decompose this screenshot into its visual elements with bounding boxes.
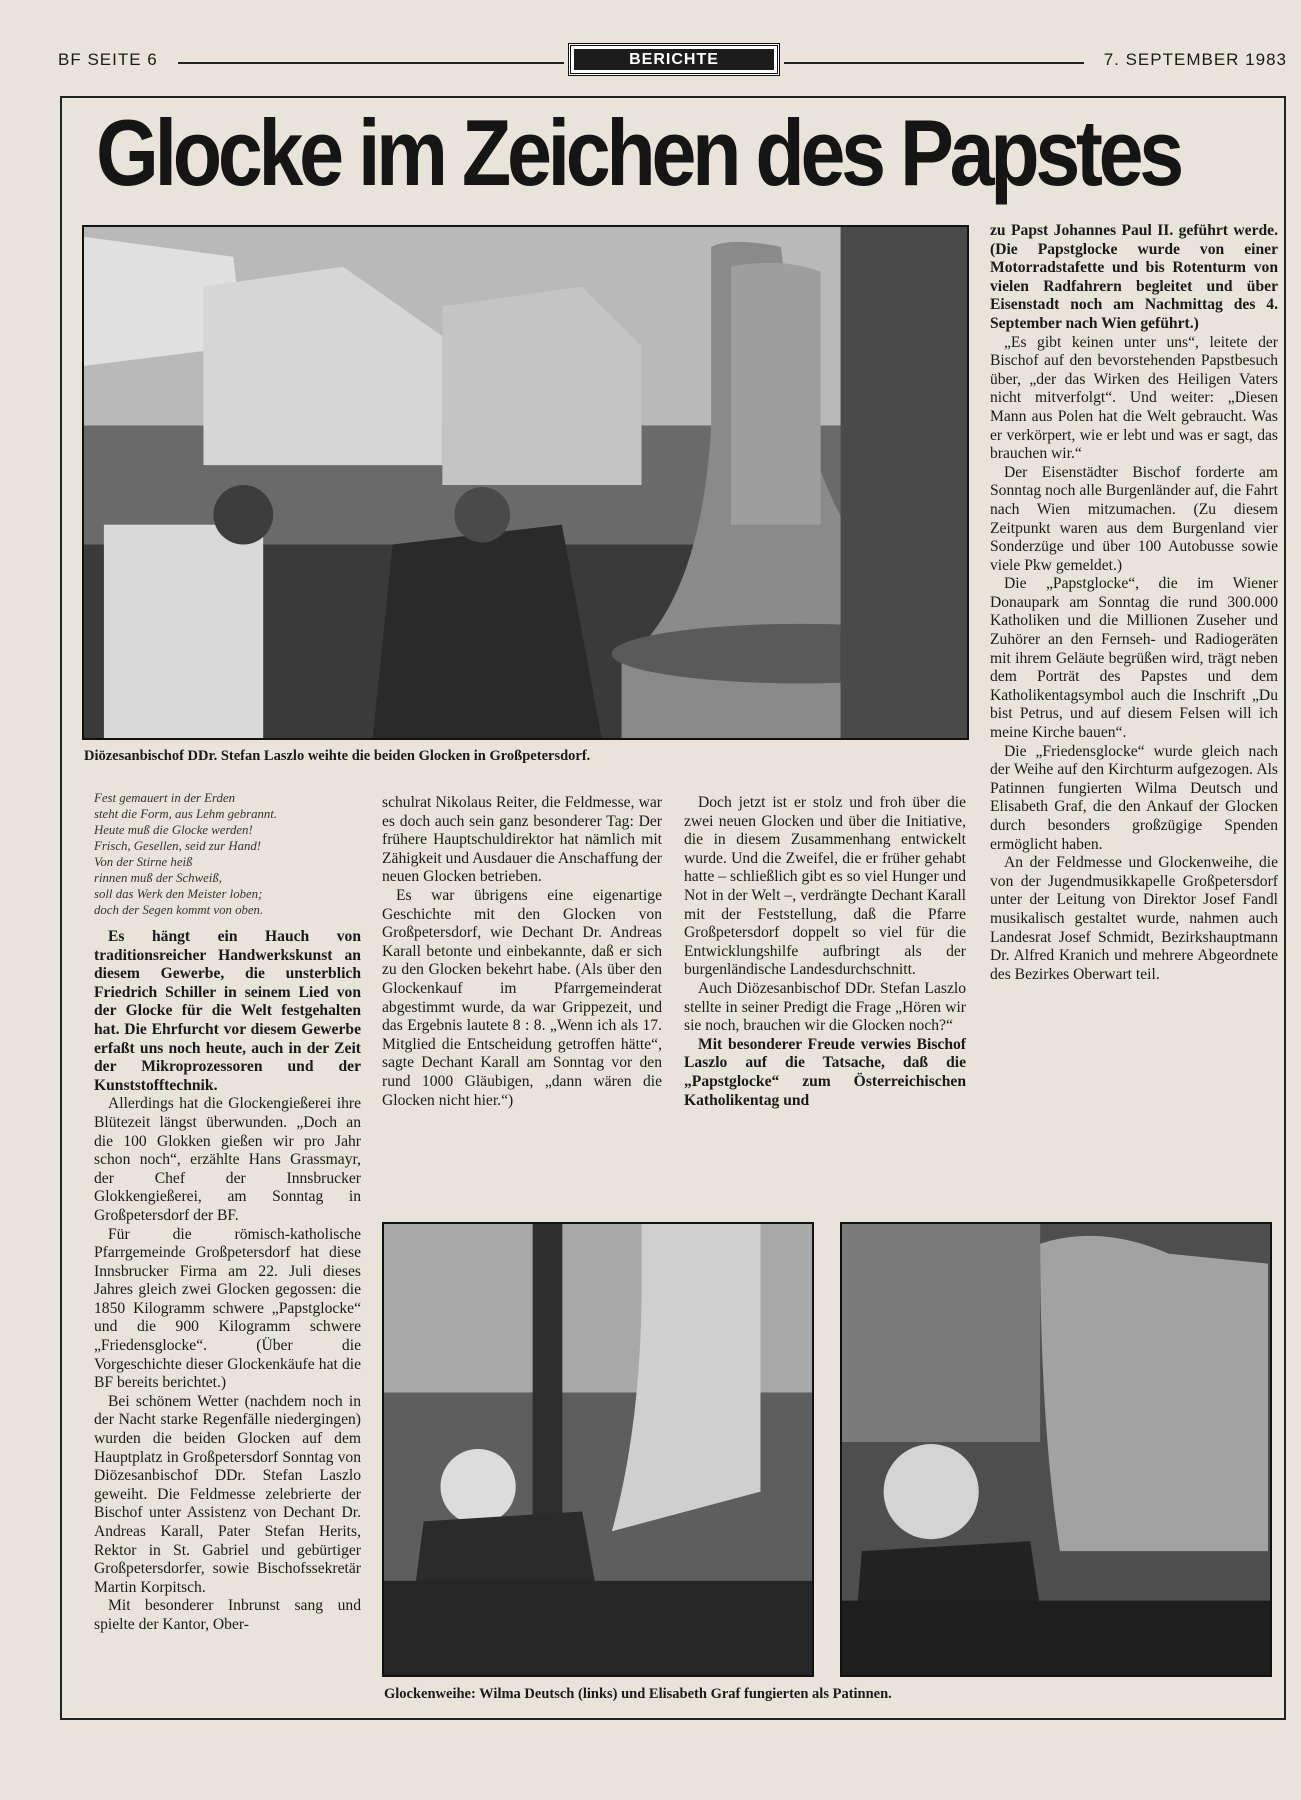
paragraph: Auch Diözesanbischof DDr. Stefan Laszlo stellte in seiner Predigt die Frage „Hören wir sie noch, brauchen wir die Glocken noch?“ xyxy=(684,979,966,1035)
poem-line: Fest gemauert in der Erden xyxy=(94,791,235,805)
paragraph: Die „Friedensglocke“ wurde gleich nach der Weihe auf den Kirchturm aufgezogen. Als Patinnen fungierten Wilma Deutsch und Elisabeth Graf, die den Ankauf der Glocken durch besonders großzügige Spenden ermöglicht haben. xyxy=(990,742,1278,853)
schiller-poem xyxy=(94,790,374,918)
paragraph: Bei schönem Wetter (nachdem noch in der Nacht starke Regenfälle niedergingen) wurden die beiden Glocken auf dem Hauptplatz in Großpetersdorf Sonntag von Diözesanbischof DDr. Stefan Laszlo geweiht. Die Feldmesse zelebrierte der Bischof unter Assistenz von Dechant Dr. Andreas Karall, Pater Stefan Herits, Rektor in St. Gabriel und gebürtiger Großpetersdorfer, sowie Bischofssekretär Martin Korpitsch. xyxy=(94,1392,361,1596)
poem-line: soll das Werk den Meister loben; xyxy=(94,887,263,901)
paragraph: Der Eisenstädter Bischof forderte am Sonntag noch alle Burgenländer auf, die Fahrt nach Wien mitzumachen. (Zu diesem Zeitpunkt waren aus dem Burgenland vier Sonderzüge und über 100 Autobusse sowie viele Pkw gemeldet.) xyxy=(990,463,1278,574)
article-column-4 xyxy=(990,222,1278,984)
page-number: BF SEITE 6 xyxy=(58,50,158,69)
poem-line: Heute muß die Glocke werden! xyxy=(94,823,253,837)
poem-line: Frisch, Gesellen, seid zur Hand! xyxy=(94,839,262,853)
poem-line: rinnen muß der Schweiß, xyxy=(94,871,222,885)
caption-bottom-photos: Glockenweihe: Wilma Deutsch (links) und Elisabeth Graf fungierten als Patinnen. xyxy=(384,1686,892,1702)
paragraph: An der Feldmesse und Glockenweihe, die von der Jugendmusikkapelle Großpetersdorf unter der Leitung von Direktor Josef Fandl musikalisch gestaltet wurde, nahmen auch Landesrat Josef Schmidt, Bezirkshauptmann Dr. Alfred Kranich und mehrere Abgeordnete des Bezirkes Oberwart teil. xyxy=(990,854,1278,983)
paragraph: Die „Papstglocke“, die im Wiener Donaupark am Sonntag die rund 300.000 Katholiken und die Millionen Zuseher und Zuhörer an den Fernseh- und Radiogeräten mit ihrem Geläute begrüßen wird, trägt neben dem Porträt des Papstes und dem Katholikentagsymbol auch die Inschrift „Du bist Petrus, und auf diesem Felsen will ich meine Kirche bauen“. xyxy=(990,575,1278,742)
article-column-3 xyxy=(684,794,966,1110)
caption-top-photo: Diözesanbischof DDr. Stefan Laszlo weihte die beiden Glocken in Großpetersdorf. xyxy=(84,748,591,764)
paragraph: Es war übrigens eine eigenartige Geschichte mit den Glocken von Großpetersdorf, wie Dechant Dr. Andreas Karall betonte und einbekannte, daß er sich zu den Glocken bekehrt habe. (Als über den Glockenkauf im Pfarrgemeinderat abgestimmt wurde, da war Grippezeit, und das Ergebnis lautete 8 : 8. „Wenn ich als 17. Mitglied die Entscheidung getroffen hätte“, sagte Dechant Karall am Sonntag vor den rund 1000 Gläubigen, „dann wären die Glocken nicht hier.“) xyxy=(382,886,662,1109)
paragraph: Allerdings hat die Glockengießerei ihre Blütezeit längst überwunden. „Doch an die 100 Glokken gießen wir pro Jahr schon noch“, erzählte Hans Grassmayr, der Chef der Innsbrucker Glokkengießerei, am Sonntag in Großpetersdorf der BF. xyxy=(94,1095,361,1224)
paragraph: zu Papst Johannes Paul II. geführt werde. (Die Papstglocke wurde von einer Motorradstafette und bis Rotenturm von vielen Radfahrern begleitet und über Eisenstadt noch am Nachmittag des 4. September nach Wien geführt.) xyxy=(990,222,1278,332)
poem-line: steht die Form, aus Lehm gebrannt. xyxy=(94,807,278,821)
issue-date: 7. SEPTEMBER 1983 xyxy=(1103,50,1287,69)
headline: Glocke im Zeichen des Papstes xyxy=(96,100,1180,205)
header-rule-left xyxy=(178,62,564,64)
photo-bishop-blessing-bells-image xyxy=(84,227,967,738)
paragraph: schulrat Nikolaus Reiter, die Feldmesse, war es doch auch sein ganz besonderer Tag: Der frühere Hauptschuldirektor hat nämlich mit Zähigkeit und Ausdauer die Anschaffung der neuen Glocken betrieben. xyxy=(382,794,662,886)
paragraph: Mit besonderer Inbrunst sang und spielte der Kantor, Ober- xyxy=(94,1597,361,1633)
paragraph: „Es gibt keinen unter uns“, leitete der Bischof auf den bevorstehenden Papstbesuch über, „der das Wirken des Heiligen Vaters nicht mitverfolgt“. Und weiter: „Diesen Mann aus Polen hat die Welt gebraucht. Was er verkörpert, wie er lebt und was er sagt, das brauchen wir.“ xyxy=(990,333,1278,463)
paragraph: Für die römisch-katholische Pfarrgemeinde Großpetersdorf hat diese Innsbrucker Firma am 22. Juli dieses Jahres gleich zwei Glocken gegossen: die 1850 Kilogramm schwere „Papstglocke“ und die 900 Kilogramm schwere „Friedensglocke“. (Über die Vorgeschichte dieser Glockenkäufe hat die BF bereits berichtet.) xyxy=(94,1225,361,1392)
paragraph: Mit besonderer Freude verwies Bischof Laszlo auf die Tatsache, daß die „Papstglocke“ zum Österreichischen Katholikentag und xyxy=(684,1035,966,1109)
photo-elisabeth-graf xyxy=(840,1222,1272,1677)
poem-line: Von der Stirne heiß xyxy=(94,855,193,869)
section-label-box xyxy=(568,43,780,76)
photo-bishop-blessing-bells xyxy=(82,225,969,740)
paragraph: Doch jetzt ist er stolz und froh über die zwei neuen Glocken und über die Initiative, die in diesem Zusammenhang entwickelt wurde. Und die Zweifel, die er früher gehabt hatte – schließlich gibt es so viel Hunger und Not in der Welt –, verdrängte Dechant Karall mit der Feststellung, daß die Pfarre Großpetersdorf doppelt so viel für die Entwicklungshilfe aufbringt als der burgenländische Landesdurchschnitt. xyxy=(684,794,966,979)
article-column-2 xyxy=(382,794,662,1110)
article-column-1 xyxy=(94,928,361,1635)
photo-wilma-deutsch-image xyxy=(384,1224,812,1675)
section-label: BERICHTE xyxy=(574,49,774,70)
poem-line: doch der Segen kommt von oben. xyxy=(94,903,264,917)
lead-paragraph: Es hängt ein Hauch von traditionsreicher Handwerkskunst an diesem Gewerbe, die unsterblich Friedrich Schiller in seinem Lied von der Glocke für die Welt festgehalten hat. Die Ehrfurcht vor diesem Gewerbe erfaßt uns noch heute, auch in der Zeit der Mikroprozessoren und der Kunststofftechnik. xyxy=(94,928,361,1094)
photo-elisabeth-graf-image xyxy=(842,1224,1270,1675)
photo-wilma-deutsch xyxy=(382,1222,814,1677)
header-rule-right xyxy=(784,62,1084,64)
